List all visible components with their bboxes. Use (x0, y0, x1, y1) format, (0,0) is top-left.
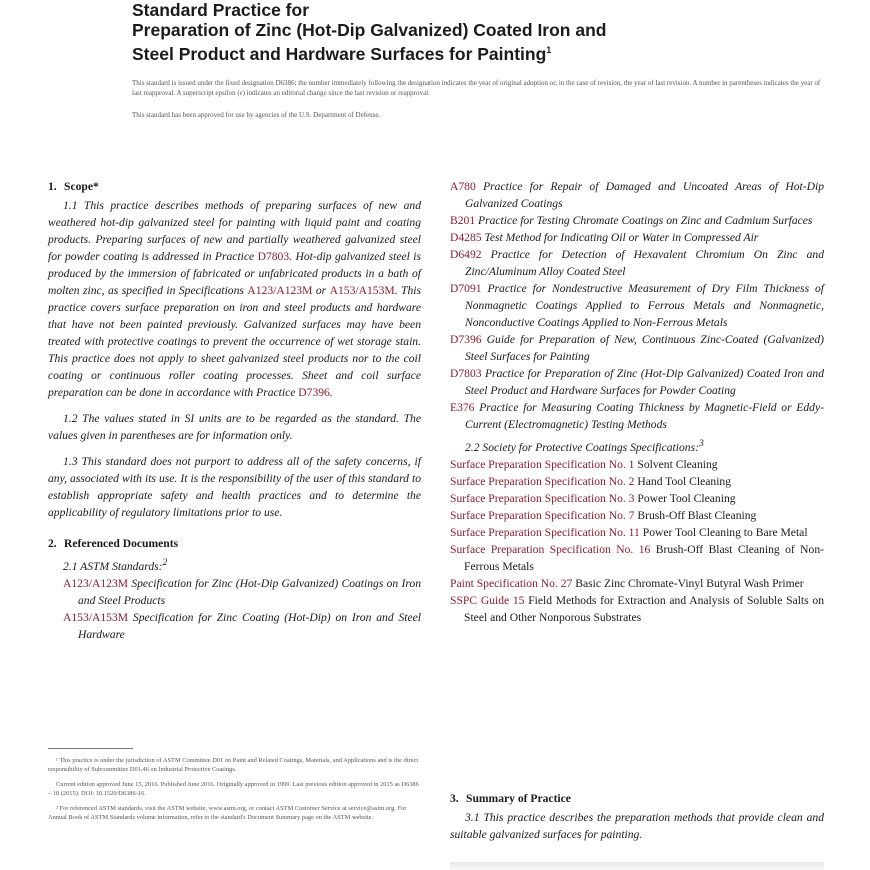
reference-item[interactable]: E376 Practice for Measuring Coating Thickness by Magnetic-Field or Eddy-Current (Electromagnetic) Testing Methods (450, 401, 824, 431)
sspc-item[interactable]: Surface Preparation Specification No. 2 Hand Tool Cleaning (450, 474, 732, 488)
designation-note: This standard is issued under the fixed designation D6386; the number immediately following the designation indicates the year of original adoption or, in the case of revision, the year of last revision. A number in parentheses indicates the year of last reapproval. A superscript epsilon (ε) indicates an editorial change since the last revision or reapproval. (132, 78, 821, 97)
scope-paragraph-1-1: 1.1 This practice describes methods of preparing surfaces of new and weathered hot-dip galvanized steel for painting with liquid paint and coating products. Preparing surfaces of new and partially weathered galvanized steel for powder coating is addressed in Practice D7803. Hot-dip galvanized steel is produced by the immersion of fabricated or unfabricated products in a bath of molten zinc, as specified in Specifications A123/A123M or A153/A153M. This practice covers surface preparation on iron and steel products and hardware that have not been painted previously. Galvanized surfaces may have been treated with protective coatings to prevent the occurrence of wet storage stain. This practice does not apply to sheet galvanized steel products nor to the coil coating or continuous roller coating processes. Sheet and coil surface preparation can be done in accordance with Practice D7396. (48, 199, 422, 399)
scope-paragraph-1-3: 1.3 This standard does not purport to address all of the safety concerns, if any, associated with its use. It is the responsibility of the user of this standard to establish appropriate safety and health practices and to determine the applicability of regulatory limitations prior to use. (48, 455, 421, 519)
footnote-edition: Current edition approved June 15, 2016. Published June 2016. Originally approved in 1999. Last previous edition approved in 2015 as D6386 – 10 (2015). DOI: 10.1520/D6386-16. (48, 781, 419, 797)
title-line-2: Preparation of Zinc (Hot-Dip Galvanized) Coated Iron and (132, 20, 607, 40)
reference-item[interactable]: D7396 Guide for Preparation of New, Continuous Zinc-Coated (Galvanized) Steel Surfaces for Painting (450, 333, 824, 363)
sspc-item[interactable]: Paint Specification No. 27 Basic Zinc Chromate-Vinyl Butyral Wash Primer (450, 576, 804, 590)
ref-link-d7803[interactable]: D7803 (257, 250, 290, 263)
footnote-divider (48, 748, 133, 749)
summary-paragraph-3-1: 3.1 This practice describes the preparation methods that provide clean and suitable galvanized surfaces for painting. (450, 811, 824, 841)
sspc-reference-list (450, 456, 824, 626)
sspc-item[interactable]: SSPC Guide 15 Field Methods for Extraction and Analysis of Soluble Salts on Steel and Other Nonporous Substrates (450, 593, 824, 624)
reference-item[interactable]: D4285 Test Method for Indicating Oil or Water in Compressed Air (450, 231, 759, 244)
title-line-3: Steel Product and Hardware Surfaces for Painting (132, 43, 547, 64)
reference-item[interactable]: B201 Practice for Testing Chromate Coatings on Zinc and Cadmium Surfaces (450, 214, 813, 227)
right-reference-list (450, 178, 824, 433)
section-3-heading: 3. Summary of Practice (450, 792, 571, 805)
sspc-subheading: 2.2 Society for Protective Coatings Specifications:$^3$ (465, 438, 704, 454)
sspc-item[interactable]: Surface Preparation Specification No. 7 Brush-Off Blast Cleaning (450, 508, 757, 522)
left-column (48, 178, 421, 643)
astm-standards-subheading: 2.1 ASTM Standards:$^2$ (63, 557, 168, 573)
left-reference-list (48, 575, 421, 643)
ref-link-a153[interactable]: A153/A153M (329, 284, 395, 297)
dod-approval-note: This standard has been approved for use by agencies of the U.S. Department of Defense. (132, 110, 381, 119)
sspc-item[interactable]: Surface Preparation Specification No. 11 Power Tool Cleaning to Bare Metal (450, 525, 808, 539)
footnote-2: ² For referenced ASTM standards, visit the ASTM website, www.astm.org, or contact ASTM Customer Service at service@astm.org. For Annual Book of ASTM Standards volume information, refer to the standard's Document Summary page on the ASTM website. (48, 805, 407, 821)
footnote-1: ¹ This practice is under the jurisdiction of ASTM Committee D01 on Paint and Related Coatings, Materials, and Applications and is the direct responsibility of Subcommittee D01.46 on Industrial Protective Coatings. (48, 757, 419, 773)
section-1-heading: 1. Scope* (48, 180, 99, 193)
title-footnote-mark: 1 (546, 45, 552, 55)
sspc-item[interactable]: Surface Preparation Specification No. 1 Solvent Cleaning (450, 457, 718, 471)
right-column (450, 178, 824, 626)
sspc-item[interactable]: Surface Preparation Specification No. 16 Brush-Off Blast Cleaning of Non-Ferrous Metals (450, 542, 824, 573)
reference-item[interactable]: A123/A123M Specification for Zinc (Hot-Dip Galvanized) Coatings on Iron and Steel Products (63, 576, 421, 607)
ref-link-a123[interactable]: A123/A123M (247, 284, 313, 297)
sspc-item[interactable]: Surface Preparation Specification No. 3 Power Tool Cleaning (450, 491, 736, 505)
title-line-1: Standard Practice for (132, 0, 309, 20)
section-2-heading: 2. Referenced Documents (48, 537, 179, 550)
scope-paragraph-1-2: 1.2 The values stated in SI units are to be regarded as the standard. The values given in parentheses are for information only. (48, 412, 421, 442)
ref-link-d7396[interactable]: D7396 (298, 386, 330, 399)
reference-item[interactable]: D6492 Practice for Detection of Hexavalent Chromium On Zinc and Zinc/Aluminum Alloy Coated Steel (450, 248, 824, 278)
reference-item[interactable]: D7803 Practice for Preparation of Zinc (Hot-Dip Galvanized) Coated Iron and Steel Product and Hardware Surfaces for Powder Coating (450, 367, 824, 397)
reference-item[interactable]: A780 Practice for Repair of Damaged and Uncoated Areas of Hot-Dip Galvanized Coatings (450, 180, 824, 210)
cut-off-text-line (450, 862, 824, 870)
document-title (132, 0, 822, 64)
reference-item[interactable]: A153/A153M Specification for Zinc Coating (Hot-Dip) on Iron and Steel Hardware (63, 610, 421, 641)
section-3 (450, 790, 824, 852)
reference-item[interactable]: D7091 Practice for Nondestructive Measurement of Dry Film Thickness of Nonmagnetic Coatings Applied to Ferrous Metals and Nonmagnetic, Nonconductive Coatings Applied to Non-Ferrous Metals (450, 282, 824, 329)
footnotes (48, 756, 421, 828)
document-header (132, 0, 822, 120)
